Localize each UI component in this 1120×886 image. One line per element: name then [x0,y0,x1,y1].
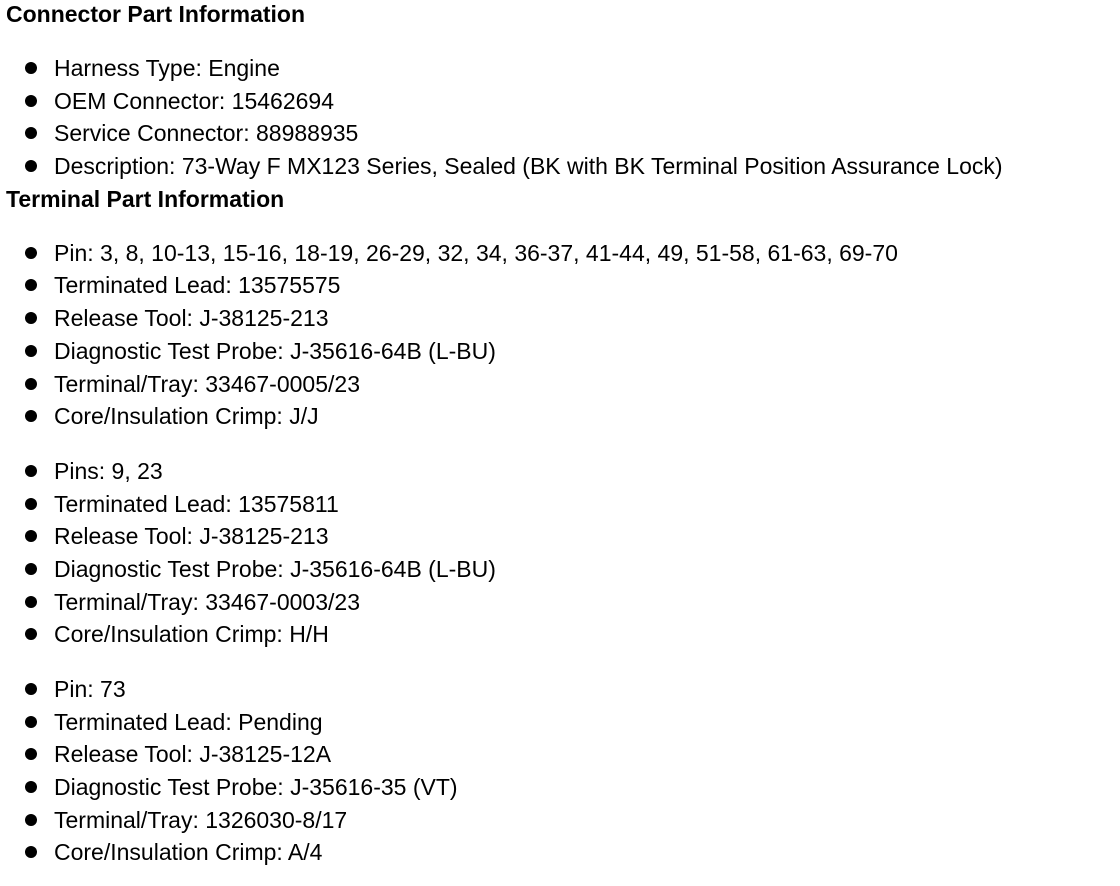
list-item: Terminated Lead: 13575811 [6,488,1114,521]
list-item: Terminal/Tray: 33467-0003/23 [6,586,1114,619]
list-item: Core/Insulation Crimp: H/H [6,618,1114,651]
list-item: Diagnostic Test Probe: J-35616-64B (L-BU) [6,335,1114,368]
list-item: Pins: 9, 23 [6,455,1114,488]
list-item: Terminated Lead: Pending [6,706,1114,739]
connector-section-title: Connector Part Information [6,1,306,27]
list-item: Release Tool: J-38125-213 [6,302,1114,335]
list-item: Diagnostic Test Probe: J-35616-35 (VT) [6,771,1114,804]
list-item: Core/Insulation Crimp: J/J [6,400,1114,433]
list-item: Harness Type: Engine [6,52,1114,85]
terminal-group-list [6,455,1114,651]
list-item: Description: 73-Way F MX123 Series, Sealed (BK with BK Terminal Position Assurance Lock) [6,150,1114,183]
terminal-group-list [6,237,1114,433]
list-item: Terminal/Tray: 1326030-8/17 [6,804,1114,837]
list-item: OEM Connector: 15462694 [6,85,1114,118]
connector-info-list [6,52,1114,183]
list-item: Release Tool: J-38125-12A [6,738,1114,771]
list-item: Terminated Lead: 13575575 [6,269,1114,302]
list-item: Terminal/Tray: 33467-0005/23 [6,368,1114,401]
list-item: Release Tool: J-38125-213 [6,520,1114,553]
list-item: Service Connector: 88988935 [6,117,1114,150]
terminal-group-list [6,673,1114,869]
list-item: Diagnostic Test Probe: J-35616-64B (L-BU) [6,553,1114,586]
terminal-section-title: Terminal Part Information [6,185,285,212]
list-item: Pin: 73 [6,673,1114,706]
list-item: Core/Insulation Crimp: A/4 [6,836,1114,869]
list-item: Pin: 3, 8, 10-13, 15-16, 18-19, 26-29, 32, 34, 36-37, 41-44, 49, 51-58, 61-63, 69-70 [6,237,1114,270]
